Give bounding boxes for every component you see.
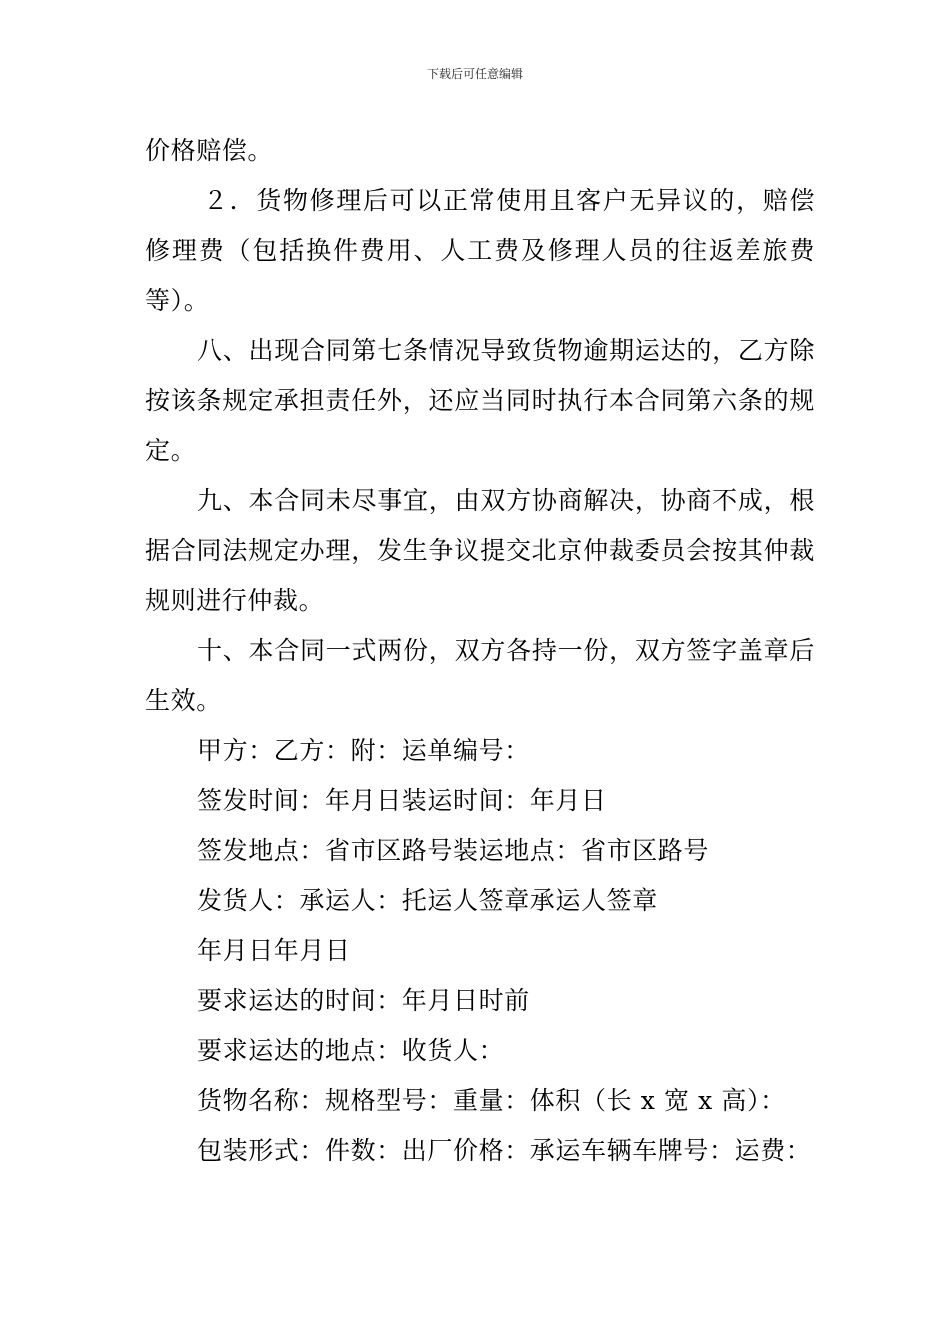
line-parties: 甲方：乙方：附：运单编号： [197, 736, 530, 765]
line-shipper-carrier: 发货人：承运人：托运人签章承运人签章 [197, 886, 658, 915]
paragraph-article-10: 十、本合同一式两份，双方各持一份，双方签字盖章后生效。 [145, 636, 815, 715]
line-issue-time: 签发时间：年月日装运时间：年月日 [197, 786, 607, 815]
paragraph-repair-fee: ２．货物修理后可以正常使用且客户无异议的，赔偿修理费（包括换件费用、人工费及修理人员的往返差旅费等）。 [145, 186, 815, 315]
paragraph-article-8: 八、出现合同第七条情况导致货物逾期运达的，乙方除按该条规定承担责任外，还应当同时执行本合同第六条的规定。 [145, 336, 815, 465]
line-delivery-time: 要求运达的时间：年月日时前 [197, 986, 530, 1015]
paragraph-article-9: 九、本合同未尽事宜，由双方协商解决，协商不成，根据合同法规定办理，发生争议提交北京仲裁委员会按其仲裁规则进行仲裁。 [145, 486, 815, 615]
page-header: 下载后可任意编辑 [426, 67, 523, 81]
line-signature-dates: 年月日年月日 [197, 936, 351, 965]
line-packaging-freight: 包装形式：件数：出厂价格：承运车辆车牌号：运费： [197, 1136, 812, 1165]
line-delivery-place: 要求运达的地点：收货人： [197, 1036, 505, 1065]
line-goods-spec: 货物名称：规格型号：重量：体积（长 x 宽 x 高）： [197, 1086, 786, 1115]
line-issue-place: 签发地点：省市区路号装运地点：省市区路号 [197, 836, 710, 865]
paragraph-price-compensation: 价格赔偿。 [145, 136, 274, 165]
document-body [145, 126, 815, 1176]
